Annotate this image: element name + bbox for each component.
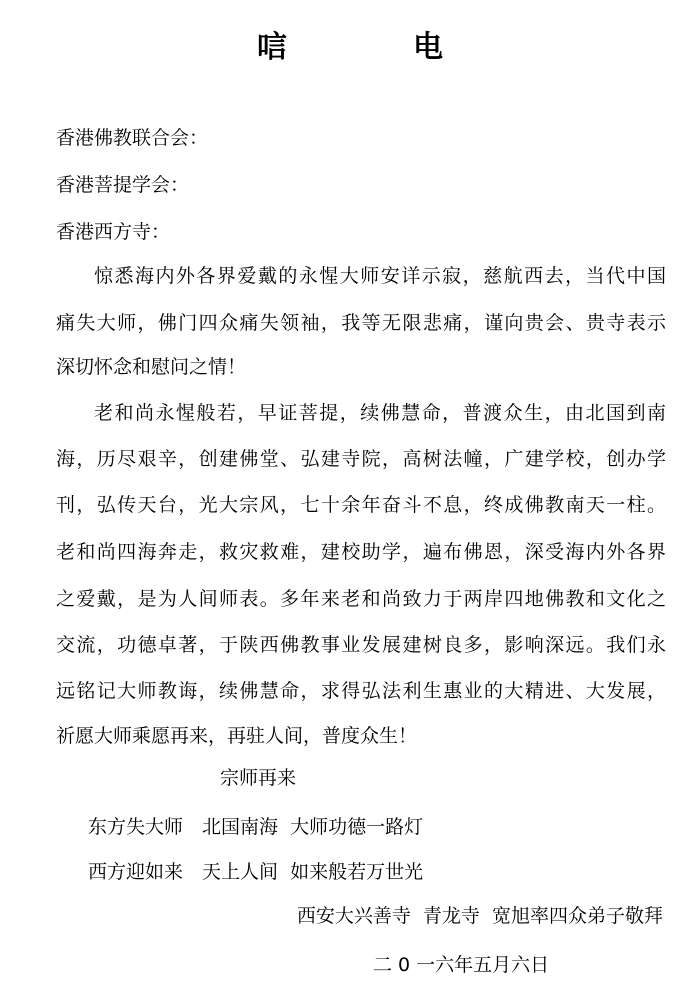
paragraph-line: 祈愿大师乘愿再来，再驻人间，普度众生！: [56, 725, 418, 747]
paragraph-line: 之爱戴，是为人间师表。多年来老和尚致力于两岸四地佛教和文化之: [56, 588, 666, 610]
paragraph-line: 刊，弘传天台，光大宗风，七十余年奋斗不息，终成佛教南天一柱。: [56, 494, 666, 516]
couplet-line: 东方失大师 北国南海 大师功德一路灯: [88, 816, 424, 838]
paragraph-line: 远铭记大师教诲，续佛慧命，求得弘法利生惠业的大精进、大发展，: [56, 680, 666, 702]
document-title: 唁 电: [257, 30, 491, 65]
date: 二 0 一六年五月六日: [373, 954, 550, 976]
addressee-line: 香港佛教联合会：: [56, 127, 209, 149]
addressee-line: 香港西方寺：: [56, 221, 171, 243]
paragraph-line: 老和尚四海奔走，救灾救难，建校助学，遍布佛恩，深受海内外各界: [56, 541, 666, 563]
paragraph-line: 海，历尽艰辛，创建佛堂、弘建寺院，高树法幢，广建学校，创办学: [56, 448, 666, 470]
paragraph-line: 惊悉海内外各界爱戴的永惺大师安详示寂，慈航西去，当代中国: [94, 265, 666, 287]
couplet-line: 西方迎如来 天上人间 如来般若万世光: [88, 861, 424, 883]
signature: 西安大兴善寺 青龙寺 宽旭率四众弟子敬拜: [296, 905, 663, 927]
paragraph-line: 交流，功德卓著，于陕西佛教事业发展建树良多，影响深远。我们永: [56, 634, 666, 656]
addressee-line: 香港菩提学会：: [56, 174, 190, 196]
paragraph-line: 深切怀念和慰问之情！: [56, 356, 247, 378]
couplet-title: 宗师再来: [220, 767, 297, 789]
paragraph-line: 老和尚永惺般若，早证菩提，续佛慧命，普渡众生，由北国到南: [94, 402, 666, 424]
paragraph-line: 痛失大师，佛门四众痛失领袖，我等无限悲痛，谨向贵会、贵寺表示: [56, 312, 666, 334]
